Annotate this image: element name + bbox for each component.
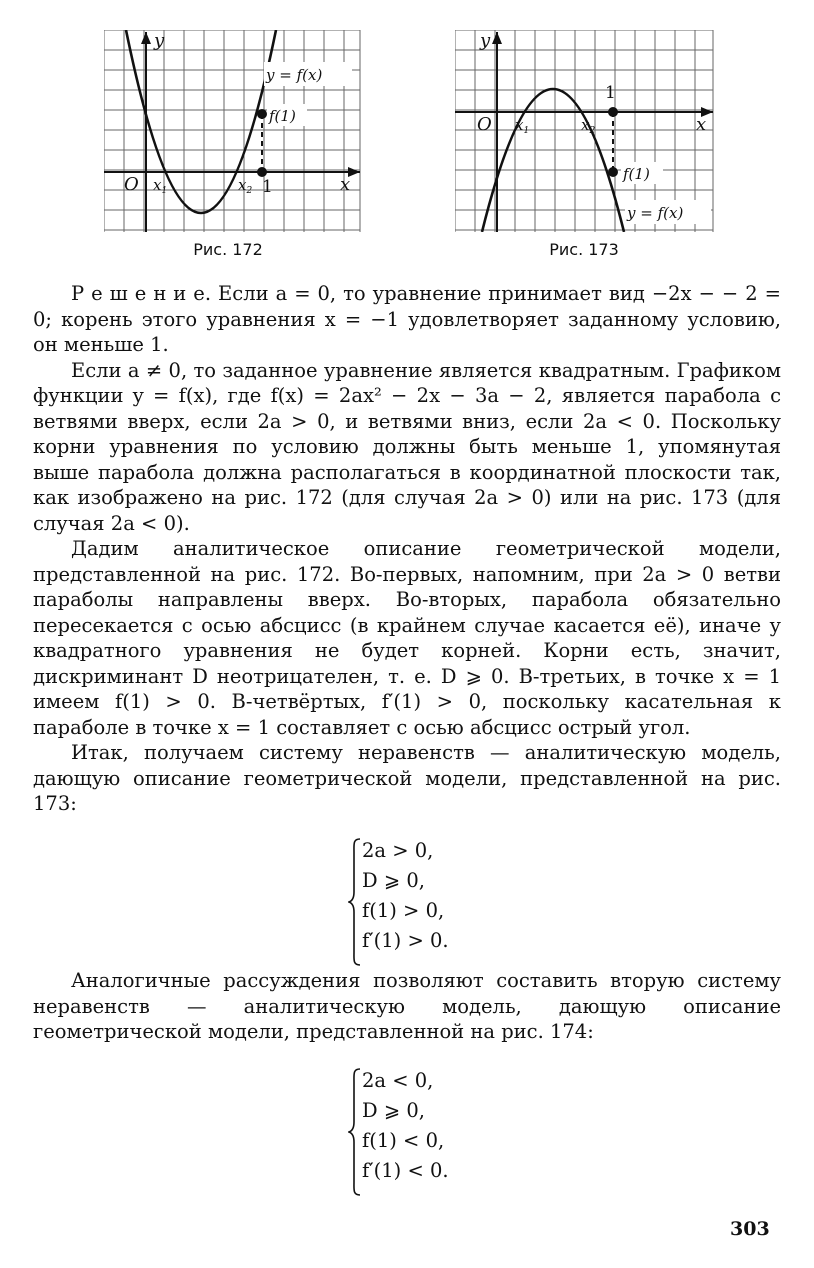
caption-173: Рис. 173: [549, 240, 619, 259]
f1-label: f(1): [269, 107, 296, 125]
inequality-system-2: [348, 1066, 449, 1186]
root-x1-label: $x_1$: [515, 116, 530, 136]
left-brace: [348, 1068, 362, 1196]
system-row: D ⩾ 0,: [362, 869, 425, 892]
y-axis-label: y: [480, 30, 491, 51]
system-row: 2a > 0,: [362, 839, 434, 862]
y-axis-arrow: [492, 32, 502, 44]
system-row: f′(1) > 0.: [362, 929, 449, 952]
origin-label: O: [124, 174, 139, 195]
y-axis-arrow: [141, 32, 151, 44]
graph-173: [455, 30, 717, 236]
body-text-section: [33, 968, 781, 1045]
x-axis-label: x: [696, 114, 707, 135]
x-axis-label: x: [340, 174, 351, 195]
paragraph-solution: Р е ш е н и е. Если a = 0, то уравнение принимает вид −2x − − 2 = 0; корень этого уравнения x = −1 удовлетворяет заданному условию, он меньше 1.: [33, 282, 781, 356]
paragraph-system-intro: Итак, получаем систему неравенств — аналитическую модель, дающую описание геометрической модели, представленной на рис. 173:: [33, 741, 781, 815]
parabola-curve: [126, 30, 276, 213]
caption-172: Рис. 172: [193, 240, 263, 259]
inequality-system-1: [348, 836, 449, 956]
system-row: f′(1) < 0.: [362, 1159, 449, 1182]
point-one: [608, 107, 618, 117]
function-label: y = f(x): [266, 66, 323, 84]
root-x1-label: $x_1$: [153, 176, 168, 196]
function-label: y = f(x): [627, 204, 684, 222]
y-axis-label: y: [154, 30, 165, 51]
page-number: 303: [730, 1218, 770, 1240]
system-row: D ⩾ 0,: [362, 1099, 425, 1122]
figure-172: [104, 30, 364, 236]
paragraph-quadratic: Если a ≠ 0, то заданное уравнение является квадратным. Графиком функции y = f(x), где f(x) = 2ax² − 2x − 3a − 2, является парабола с ветвями вверх, если 2a > 0, и ветвями вниз, если 2a < 0. Поскольку корни уравнения по условию должны быть меньше 1, упомянутая выше парабола должна располагаться в координатной плоскости так, как изображено на рис. 172 (для случая 2a > 0) или на рис. 173 (для случая 2a < 0).: [33, 358, 781, 535]
point-f1: [608, 167, 618, 177]
left-brace: [348, 838, 362, 966]
body-text-section: [33, 281, 781, 817]
system-row: 2a < 0,: [362, 1069, 434, 1092]
root-x2-label: $x_2$: [238, 176, 253, 196]
grid: [104, 30, 360, 232]
system-row: f(1) > 0,: [362, 899, 445, 922]
origin-label: O: [477, 114, 492, 135]
paragraph-analogous: Аналогичные рассуждения позволяют составить вторую систему неравенств — аналитическую модель, дающую описание геометрической модели, представленной на рис. 174:: [33, 969, 781, 1043]
paragraph-analysis: Дадим аналитическое описание геометрической модели, представленной на рис. 172. Во-первых, напомним, при 2a > 0 ветви параболы направлены вверх. Во-вторых, парабола обязательно пересекается с осью абсцисс (в крайнем случае касается её), иначе у квадратного уравнения не будет корней. Корни есть, значит, дискриминант D неотрицателен, т. е. D ⩾ 0. В-третьих, в точке x = 1 имеем f(1) > 0. В-четвёртых, f′(1) > 0, поскольку касательная к параболе в точке x = 1 составляет с осью абсцисс острый угол.: [33, 537, 781, 739]
figure-173: [455, 30, 717, 236]
root-x2-label: $x_2$: [581, 116, 596, 136]
f1-label: f(1): [623, 165, 650, 183]
point-f1: [257, 109, 267, 119]
point-one: [257, 167, 267, 177]
one-label: 1: [605, 83, 616, 103]
system-row: f(1) < 0,: [362, 1129, 445, 1152]
graph-172: [104, 30, 364, 236]
one-label: 1: [262, 177, 273, 197]
